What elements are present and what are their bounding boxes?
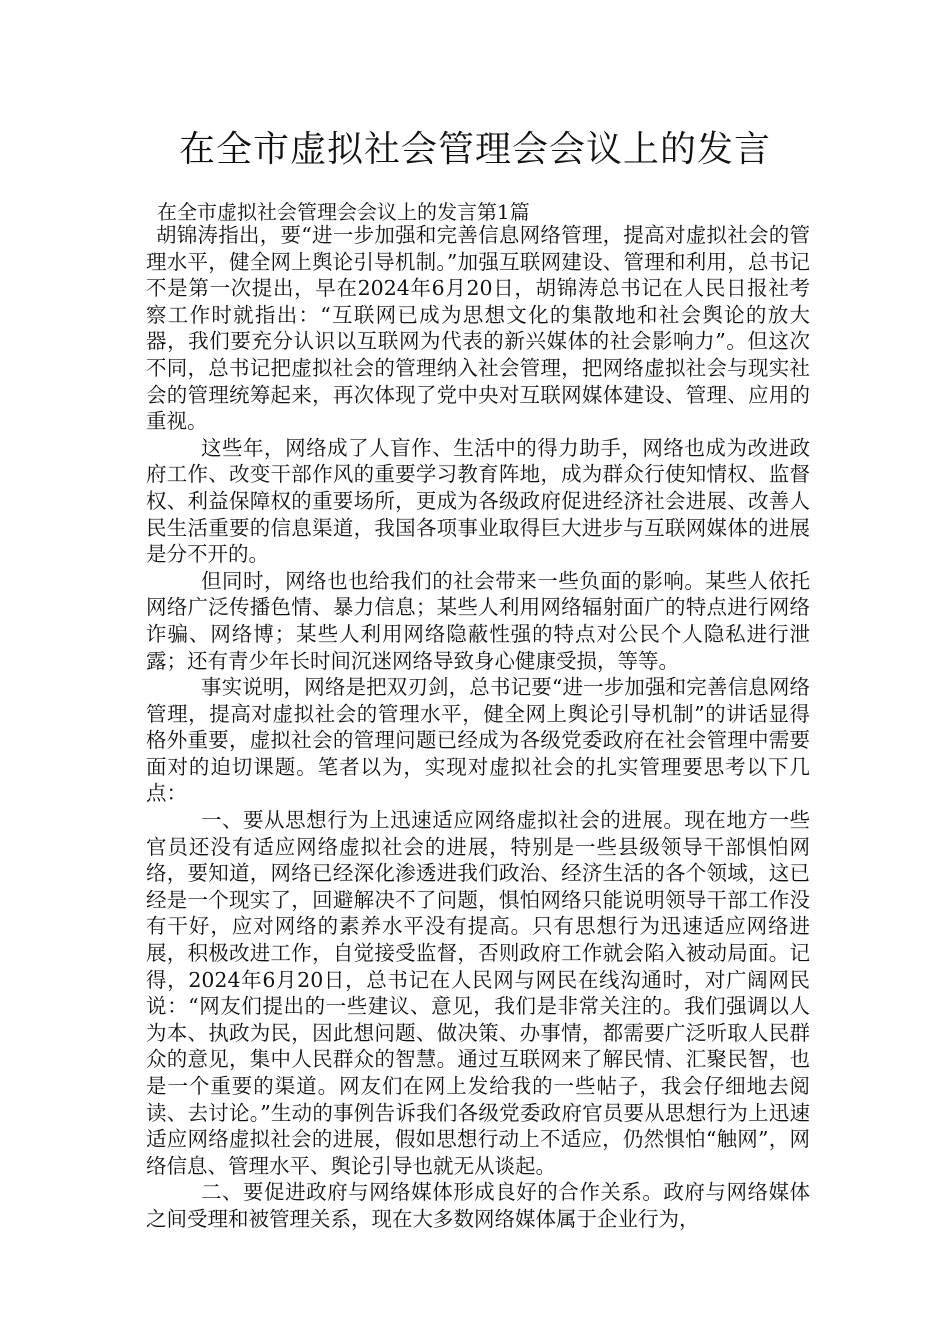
paragraph-5: 一、要从思想行为上迅速适应网络虚拟社会的进展。现在地方一些官员还没有适应网络虚拟社会的进展，特别是一些县级领导干部惧怕网络，要知道，网络已经深化渗透进我们政治、经济生活的各个领域，这已经是一个现实了，回避解决不了问题，惧怕网络只能说明领导干部工作没有干好，应对网络的素养水平没有提高。只有思想行为迅速适应网络进展，积极改进工作，自觉接受监督，否则政府工作就会陷入被动局面。记得，2024年6月20日，总书记在人民网与网民在线沟通时，对广阔网民说：“网友们提出的一些建议、意见，我们是非常关注的。我们强调以人为本、执政为民，因此想问题、做决策、办事情，都需要广泛听取人民群众的意见，集中人民群众的智慧。通过互联网来了解民情、汇聚民智，也是一个重要的渠道。网友们在网上发给我的一些帖子，我会仔细地去阅读、去讨论。”生动的事例告诉我们各级党委政府官员要从思想行为上迅速适应网络虚拟社会的进展，假如思想行动上不适应，仍然惧怕“触网”，网络信息、管理水平、舆论引导也就无从谈起。 bbox=[146, 808, 810, 1178]
paragraph-3: 但同时，网络也也给我们的社会带来一些负面的影响。某些人依托网络广泛传播色情、暴力信息；某些人利用网络辐射面广的特点进行网络诈骗、网络博；某些人利用网络隐蔽性强的特点对公民个人隐私进行泄露；还有青少年长时间沉迷网络导致身心健康受损，等等。 bbox=[146, 568, 810, 673]
document-subtitle: 在全市虚拟社会管理会会议上的发言第1篇 bbox=[157, 200, 530, 224]
paragraph-4: 事实说明，网络是把双刃剑，总书记要“进一步加强和完善信息网络管理，提高对虚拟社会的管理水平，健全网上舆论引导机制”的讲话显得格外重要，虚拟社会的管理问题已经成为各级党委政府在社会管理中需要面对的迫切课题。笔者以为，实现对虚拟社会的扎实管理要思考以下几点： bbox=[146, 675, 810, 806]
document-title: 在全市虚拟社会管理会会议上的发言 bbox=[178, 129, 771, 170]
document-body bbox=[146, 222, 810, 1233]
paragraph-6: 二、要促进政府与网络媒体形成良好的合作关系。政府与网络媒体之间受理和被管理关系，现在大多数网络媒体属于企业行为， bbox=[146, 1180, 810, 1231]
paragraph-2: 这些年，网络成了人盲作、生活中的得力助手，网络也成为改进政府工作、改变干部作风的重要学习教育阵地，成为群众行使知情权、监督权、利益保障权的重要场所，更成为各级政府促进经济社会进展、改善人民生活重要的信息渠道，我国各项事业取得巨大进步与互联网媒体的进展是分不开的。 bbox=[146, 435, 810, 567]
paragraph-1: 胡锦涛指出，要“进一步加强和完善信息网络管理，提高对虚拟社会的管理水平，健全网上舆论引导机制。”加强互联网建设、管理和利用，总书记不是第一次提出，早在2024年6月20日，胡锦涛总书记在人民日报社考察工作时就指出：“互联网已成为思想文化的集散地和社会舆论的放大器，我们要充分认识以互联网为代表的新兴媒体的社会影响力”。但这次不同，总书记把虚拟社会的管理纳入社会管理，把网络虚拟社会与现实社会的管理统筹起来，再次体现了党中央对互联网媒体建设、管理、应用的重视。 bbox=[146, 223, 810, 434]
